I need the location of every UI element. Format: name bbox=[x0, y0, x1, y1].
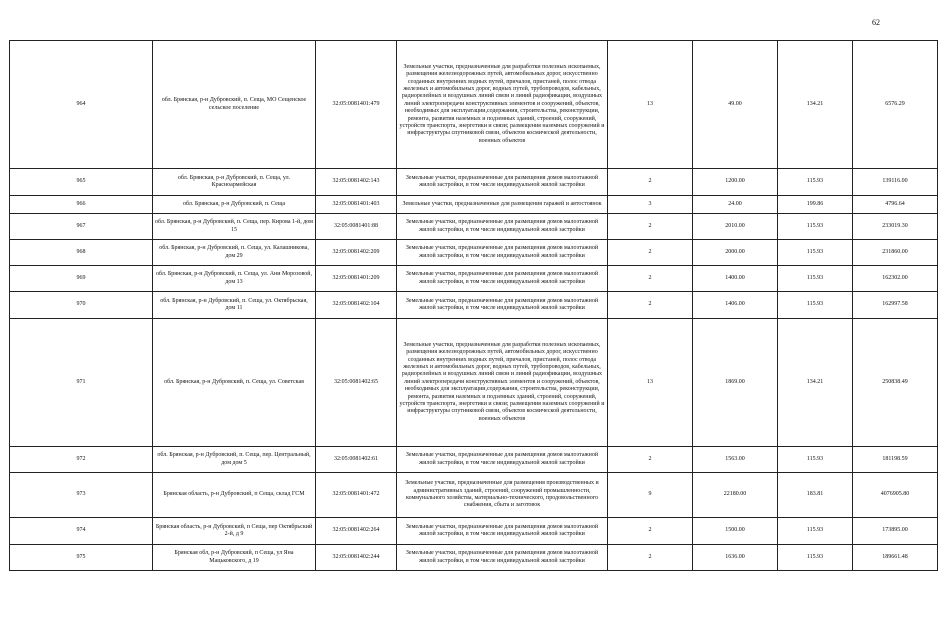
rate-cell: 115.93 bbox=[778, 266, 853, 292]
table-row bbox=[10, 518, 938, 545]
use-code-cell: 3 bbox=[608, 196, 693, 214]
address-cell: обл. Брянская, р-н Дубровский, п. Сеща, ул. Советская bbox=[153, 319, 316, 447]
area-cell: 24.00 bbox=[693, 196, 778, 214]
row-number: 969 bbox=[10, 266, 153, 292]
cadastral-number-cell: 32:05:0081402:61 bbox=[316, 447, 397, 473]
land-plots-table bbox=[9, 40, 938, 571]
cadastral-value-cell: 189661.48 bbox=[853, 545, 938, 571]
address-cell: обл. Брянская, р-н Дубровский, п. Сеща, пер. Центральный, дом дом 5 bbox=[153, 447, 316, 473]
permitted-use-cell: Земельные участки, предназначенные для размещения домов малоэтажной жилой застройки, в том числе индивидуальной жилой застройки bbox=[397, 292, 608, 319]
permitted-use-cell: Земельные участки, предназначенные для размещения домов малоэтажной жилой застройки, в том числе индивидуальной жилой застройки bbox=[397, 214, 608, 240]
row-number: 970 bbox=[10, 292, 153, 319]
rate-cell: 183.81 bbox=[778, 473, 853, 518]
row-number: 965 bbox=[10, 169, 153, 196]
row-number: 973 bbox=[10, 473, 153, 518]
cadastral-value-cell: 250838.49 bbox=[853, 319, 938, 447]
address-cell: обл. Брянская, р-н Дубровский, п. Сеща, ул. Калашникова, дом 29 bbox=[153, 240, 316, 266]
permitted-use-cell: Земельные участки, предназначенные для размещения домов малоэтажной жилой застройки, в том числе индивидуальной жилой застройки bbox=[397, 240, 608, 266]
row-number: 972 bbox=[10, 447, 153, 473]
rate-cell: 115.93 bbox=[778, 545, 853, 571]
area-cell: 49.00 bbox=[693, 41, 778, 169]
area-cell: 2010.00 bbox=[693, 214, 778, 240]
cadastral-value-cell: 231860.00 bbox=[853, 240, 938, 266]
row-number: 974 bbox=[10, 518, 153, 545]
rate-cell: 115.93 bbox=[778, 240, 853, 266]
page-number: 62 bbox=[872, 18, 880, 27]
use-code-cell: 2 bbox=[608, 266, 693, 292]
cadastral-number-cell: 32:05:0081402:65 bbox=[316, 319, 397, 447]
cadastral-number-cell: 32:05:0081402:264 bbox=[316, 518, 397, 545]
use-code-cell: 13 bbox=[608, 319, 693, 447]
address-cell: обл. Брянская, р-н Дубровский, п. Сеща, пер. Кирова 1-й, дом 15 bbox=[153, 214, 316, 240]
use-code-cell: 2 bbox=[608, 240, 693, 266]
permitted-use-cell: Земельные участки, предназначенные для размещения гаражей и автостоянок bbox=[397, 196, 608, 214]
rate-cell: 115.93 bbox=[778, 518, 853, 545]
cadastral-value-cell: 139116.00 bbox=[853, 169, 938, 196]
area-cell: 1406.00 bbox=[693, 292, 778, 319]
area-cell: 1636.00 bbox=[693, 545, 778, 571]
rate-cell: 134.21 bbox=[778, 41, 853, 169]
cadastral-value-cell: 4076905.80 bbox=[853, 473, 938, 518]
permitted-use-cell: Земельные участки, предназначенные для разработки полезных ископаемых, размещения железнодорожных путей, автомобильных дорог, искусственно созданных внутренних водных путей, причалов, пристаней, полос отвода железных и автомобильных дорог, водных путей, трубопроводов, кабельных, радиорелейных и воздушных линий связи и линий радиофикации, воздушных линий электропередачи конструктивных элементов и сооружений, объектов, необходимых для эксплуатации,содержания, строительства, реконструкции, ремонта, развития наземных и подземных зданий, строений, сооружений, устройств транспорта, энергетики и связи; размещения наземных сооружений и инфраструктуры спутниковой связи, объектов космической деятельности, военных объектов bbox=[397, 41, 608, 169]
row-number: 964 bbox=[10, 41, 153, 169]
row-number: 968 bbox=[10, 240, 153, 266]
rate-cell: 134.21 bbox=[778, 319, 853, 447]
area-cell: 1200.00 bbox=[693, 169, 778, 196]
rate-cell: 115.93 bbox=[778, 169, 853, 196]
address-cell: Брянская обл, р-н Дубровский, п Сеща, ул Яна Мацьковского, д 19 bbox=[153, 545, 316, 571]
permitted-use-cell: Земельные участки, предназначенные для разработки полезных ископаемых, размещения железнодорожных путей, автомобильных дорог, искусственно созданных внутренних водных путей, причалов, пристаней, полос отвода железных и автомобильных дорог, водных путей, трубопроводов, кабельных, радиорелейных и воздушных линий связи и линий радиофикации, воздушных линий электропередачи конструктивных элементов и сооружений, объектов, необходимых для эксплуатации,содержания, строительства, реконструкции, ремонта, развития наземных и подземных зданий, строений, сооружений, устройств транспорта, энергетики и связи; размещения наземных сооружений и инфраструктуры спутниковой связи, объектов космической деятельности, военных объектов bbox=[397, 319, 608, 447]
table-row bbox=[10, 240, 938, 266]
address-cell: Брянская область, р-н Дубровский, п Сеща, склад ГСМ bbox=[153, 473, 316, 518]
area-cell: 1869.00 bbox=[693, 319, 778, 447]
use-code-cell: 2 bbox=[608, 447, 693, 473]
cadastral-number-cell: 32:05:0081402:244 bbox=[316, 545, 397, 571]
use-code-cell: 2 bbox=[608, 214, 693, 240]
area-cell: 1500.00 bbox=[693, 518, 778, 545]
cadastral-value-cell: 181198.59 bbox=[853, 447, 938, 473]
area-cell: 2000.00 bbox=[693, 240, 778, 266]
cadastral-number-cell: 32:05:0081401:209 bbox=[316, 266, 397, 292]
permitted-use-cell: Земельные участки, предназначенные для размещения домов малоэтажной жилой застройки, в том числе индивидуальной жилой застройки bbox=[397, 169, 608, 196]
permitted-use-cell: Земельные участки, предназначенные для размещения домов малоэтажной жилой застройки, в том числе индивидуальной жилой застройки bbox=[397, 545, 608, 571]
table-row bbox=[10, 214, 938, 240]
cadastral-number-cell: 32:05:0081401:479 bbox=[316, 41, 397, 169]
table-row bbox=[10, 169, 938, 196]
cadastral-number-cell: 32:05:0081401:88 bbox=[316, 214, 397, 240]
cadastral-value-cell: 233019.30 bbox=[853, 214, 938, 240]
area-cell: 1563.00 bbox=[693, 447, 778, 473]
table-row bbox=[10, 41, 938, 169]
permitted-use-cell: Земельные участки, предназначенные для размещения производственных и административных зданий, строений, сооружений промышленности, коммунального хозяйства, материально-технического, продовольственного снабжения, сбыта и заготовок bbox=[397, 473, 608, 518]
permitted-use-cell: Земельные участки, предназначенные для размещения домов малоэтажной жилой застройки, в том числе индивидуальной жилой застройки bbox=[397, 266, 608, 292]
row-number: 966 bbox=[10, 196, 153, 214]
row-number: 971 bbox=[10, 319, 153, 447]
table-row bbox=[10, 266, 938, 292]
table-row bbox=[10, 473, 938, 518]
area-cell: 1400.00 bbox=[693, 266, 778, 292]
cadastral-value-cell: 4796.64 bbox=[853, 196, 938, 214]
cadastral-number-cell: 32:05:0081402:209 bbox=[316, 240, 397, 266]
use-code-cell: 2 bbox=[608, 545, 693, 571]
rate-cell: 115.93 bbox=[778, 292, 853, 319]
address-cell: обл. Брянская, р-н Дубровский, п. Сеща bbox=[153, 196, 316, 214]
rate-cell: 115.93 bbox=[778, 447, 853, 473]
table-row bbox=[10, 545, 938, 571]
cadastral-value-cell: 162302.00 bbox=[853, 266, 938, 292]
cadastral-number-cell: 32:05:0081401:472 bbox=[316, 473, 397, 518]
use-code-cell: 2 bbox=[608, 518, 693, 545]
table-row bbox=[10, 319, 938, 447]
cadastral-number-cell: 32:05:0081402:104 bbox=[316, 292, 397, 319]
row-number: 975 bbox=[10, 545, 153, 571]
table-row bbox=[10, 447, 938, 473]
row-number: 967 bbox=[10, 214, 153, 240]
cadastral-number-cell: 32:05:0081402:143 bbox=[316, 169, 397, 196]
use-code-cell: 2 bbox=[608, 292, 693, 319]
rate-cell: 199.86 bbox=[778, 196, 853, 214]
cadastral-value-cell: 162997.58 bbox=[853, 292, 938, 319]
address-cell: обл. Брянская, р-н Дубровский, п. Сеща, ул. Ани Морозовой, дом 13 bbox=[153, 266, 316, 292]
address-cell: обл. Брянская, р-н Дубровский, п. Сеща, ул. Октябрьская, дом 11 bbox=[153, 292, 316, 319]
table-row bbox=[10, 196, 938, 214]
permitted-use-cell: Земельные участки, предназначенные для размещения домов малоэтажной жилой застройки, в том числе индивидуальной жилой застройки bbox=[397, 518, 608, 545]
address-cell: Брянская область, р-н Дубровский, п Сеща, пер Октябрьский 2-й, д 9 bbox=[153, 518, 316, 545]
area-cell: 22180.00 bbox=[693, 473, 778, 518]
address-cell: обл. Брянская, р-н Дубровский, п. Сеща, ул. Красноармейская bbox=[153, 169, 316, 196]
cadastral-number-cell: 32:05:0081401:403 bbox=[316, 196, 397, 214]
use-code-cell: 13 bbox=[608, 41, 693, 169]
cadastral-value-cell: 6576.29 bbox=[853, 41, 938, 169]
use-code-cell: 2 bbox=[608, 169, 693, 196]
address-cell: обл. Брянская, р-н Дубровский, п. Сеща, МО Сещенское сельское поселение bbox=[153, 41, 316, 169]
table-row bbox=[10, 292, 938, 319]
use-code-cell: 9 bbox=[608, 473, 693, 518]
permitted-use-cell: Земельные участки, предназначенные для размещения домов малоэтажной жилой застройки, в том числе индивидуальной жилой застройки bbox=[397, 447, 608, 473]
rate-cell: 115.93 bbox=[778, 214, 853, 240]
cadastral-value-cell: 173895.00 bbox=[853, 518, 938, 545]
